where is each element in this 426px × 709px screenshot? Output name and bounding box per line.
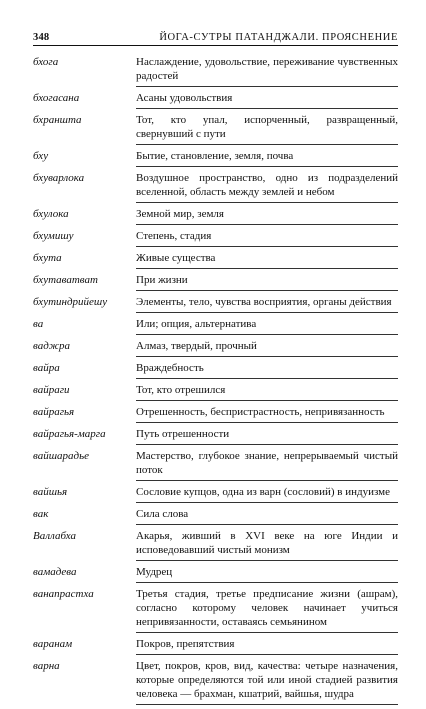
glossary-definition: Сила слова — [136, 508, 189, 520]
page-number: 348 — [33, 32, 50, 43]
glossary-term: бхутиндрийешу — [33, 296, 108, 308]
entry-divider — [136, 480, 398, 481]
glossary-entry — [33, 427, 398, 441]
glossary-entry — [33, 229, 398, 243]
glossary-entry — [33, 637, 398, 651]
glossary-definition: Цвет, покров, кров, вид, качества: четыре назначения, которые определяются той или иной стадией развития человека — брахман, кшатрий, вайшья, шудра — [136, 660, 398, 700]
glossary-definition: При жизни — [136, 274, 188, 286]
glossary-term: вак — [33, 508, 49, 520]
glossary-term: ва — [33, 318, 44, 330]
glossary-definition: Отрешенность, беспристрастность, непривязанность — [136, 406, 385, 418]
glossary-entry — [33, 295, 398, 309]
entry-divider — [136, 268, 398, 269]
entry-divider — [136, 422, 398, 423]
glossary-entry — [33, 171, 398, 199]
glossary-term: бхумишу — [33, 230, 74, 242]
glossary-term: вайшья — [33, 486, 68, 498]
glossary-entry — [33, 507, 398, 521]
glossary-term: вамадева — [33, 566, 77, 578]
glossary-definition: Земной мир, земля — [136, 208, 224, 220]
glossary-term: бху — [33, 150, 49, 162]
glossary-definition: Степень, стадия — [136, 230, 212, 242]
glossary-entry — [33, 149, 398, 163]
glossary-term: Валлабха — [33, 530, 76, 542]
glossary-entry — [33, 565, 398, 579]
glossary-entry — [33, 339, 398, 353]
entry-divider — [136, 704, 398, 705]
glossary-term: бхутаватват — [33, 274, 98, 286]
entry-divider — [136, 290, 398, 291]
entry-divider — [136, 334, 398, 335]
glossary-entry — [33, 91, 398, 105]
glossary-definition: Алмаз, твердый, прочный — [136, 340, 257, 352]
entry-divider — [136, 202, 398, 203]
glossary-entry — [33, 405, 398, 419]
glossary-entry — [33, 207, 398, 221]
glossary-definition: Наслаждение, удовольствие, переживание чувственных радостей — [136, 56, 398, 82]
glossary-definition: Элементы, тело, чувства восприятия, органы действия — [136, 296, 392, 308]
glossary-term: бхогасана — [33, 92, 80, 104]
running-title: ЙОГА-СУТРЫ ПАТАНДЖАЛИ. ПРОЯСНЕНИЕ — [159, 32, 398, 43]
glossary-entry — [33, 659, 398, 701]
glossary-definition: Или; опция, альтернатива — [136, 318, 257, 330]
glossary-definition: Третья стадия, третье предписание жизни (ашрам), согласно которому человек начинает учиться непривязанности, оставаясь семьянином — [136, 588, 398, 628]
glossary-definition: Мастерство, глубокое знание, непрерываемый чистый поток — [136, 450, 398, 476]
glossary-term: вайшарадье — [33, 450, 89, 462]
glossary-term: ваджра — [33, 340, 70, 352]
glossary-term: варанам — [33, 638, 73, 650]
entry-divider — [136, 246, 398, 247]
glossary-definition: Мудрец — [136, 566, 173, 578]
entry-divider — [136, 108, 398, 109]
glossary-entry — [33, 587, 398, 629]
entry-divider — [136, 312, 398, 313]
glossary-definition: Путь отрешенности — [136, 428, 230, 440]
glossary-definition: Тот, кто упал, испорченный, развращенный, свернувший с пути — [136, 114, 398, 140]
glossary-definition: Сословие купцов, одна из варн (сословий) в индуизме — [136, 486, 391, 498]
running-header — [33, 23, 398, 43]
header-rule — [33, 45, 398, 46]
glossary-entry — [33, 251, 398, 265]
glossary-definition: Враждебность — [136, 362, 204, 374]
glossary-entry — [33, 383, 398, 397]
glossary-term: вайраги — [33, 384, 70, 396]
entry-divider — [136, 632, 398, 633]
entry-divider — [136, 378, 398, 379]
glossary-term: бхуварлока — [33, 172, 85, 184]
glossary-entry — [33, 113, 398, 141]
entry-divider — [136, 144, 398, 145]
glossary-term: вайрагья-марга — [33, 428, 106, 440]
glossary-definition: Акарья, живший в XVI веке на юге Индии и исповедовавший чистый монизм — [136, 530, 398, 556]
entry-divider — [136, 444, 398, 445]
glossary-entry — [33, 317, 398, 331]
glossary-definition: Тот, кто отрешился — [136, 384, 226, 396]
entry-divider — [136, 166, 398, 167]
glossary-entry — [33, 273, 398, 287]
entry-divider — [136, 582, 398, 583]
entry-divider — [136, 654, 398, 655]
entry-divider — [136, 224, 398, 225]
glossary-term: бхулока — [33, 208, 69, 220]
entry-divider — [136, 502, 398, 503]
glossary-entry — [33, 529, 398, 557]
entry-divider — [136, 86, 398, 87]
entry-divider — [136, 524, 398, 525]
glossary-entry — [33, 449, 398, 477]
entry-divider — [136, 356, 398, 357]
glossary-definition: Воздушное пространство, одно из подразделений вселенной, область между землей и небом — [136, 172, 398, 198]
glossary-entry — [33, 55, 398, 83]
glossary-term: ванапрастха — [33, 588, 94, 600]
glossary-term: варна — [33, 660, 60, 672]
glossary-definition: Покров, препятствия — [136, 638, 235, 650]
glossary-definition: Живые существа — [136, 252, 216, 264]
glossary-entry — [33, 361, 398, 375]
glossary-definition: Бытие, становление, земля, почва — [136, 150, 294, 162]
glossary-term: бхута — [33, 252, 62, 264]
glossary-term: вайрагья — [33, 406, 75, 418]
glossary-term: бхраншта — [33, 114, 82, 126]
glossary-term: вайра — [33, 362, 60, 374]
glossary-definition: Асаны удовольствия — [136, 92, 233, 104]
glossary-term: бхога — [33, 56, 59, 68]
entry-divider — [136, 560, 398, 561]
glossary-list — [33, 55, 398, 709]
glossary-entry — [33, 485, 398, 499]
entry-divider — [136, 400, 398, 401]
